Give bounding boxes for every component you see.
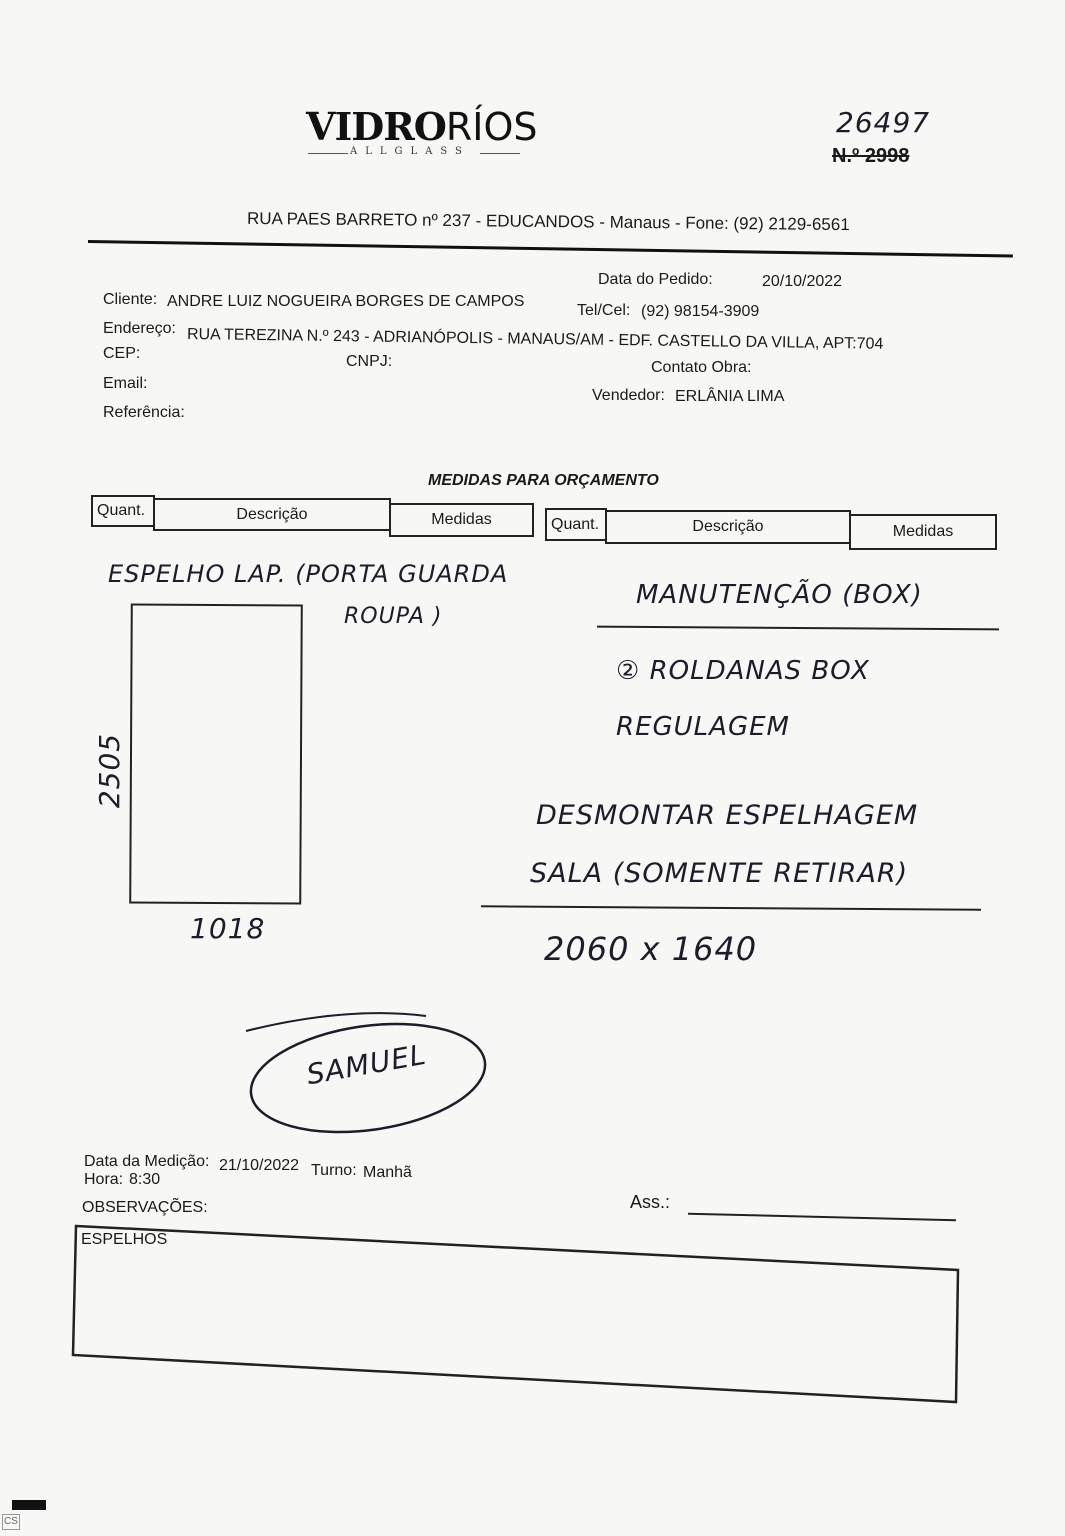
seller-value: ERLÂNIA LIMA [675, 388, 785, 405]
reference-label: Referência: [103, 404, 185, 421]
address-value: RUA TEREZINA N.º 243 - ADRIANÓPOLIS - MANAUS/AM - EDF. CASTELLO DA VILLA, APT:704 [186, 326, 884, 353]
mirror-width: 1018 [190, 912, 266, 945]
observations-label: OBSERVAÇÕES: [82, 1199, 208, 1216]
order-number-handwritten: 26497 [836, 106, 931, 139]
measures-title: MEDIDAS PARA ORÇAMENTO [428, 472, 659, 489]
shift-value: Manhã [363, 1164, 412, 1181]
header-quant-right: Quant. [545, 508, 607, 541]
hand-right-item2: REGULAGEM [616, 712, 790, 742]
mirror-diagram [129, 604, 303, 905]
time-value: 8:30 [129, 1171, 161, 1188]
logo-rule-left [308, 153, 348, 154]
signature-label: Ass.: [630, 1192, 671, 1212]
header-desc-right: Descrição [605, 510, 851, 544]
hand-right-dims: 2060 x 1640 [544, 930, 758, 968]
signature-name: SAMUEL [304, 1037, 429, 1092]
observations-box [70, 1222, 965, 1407]
hand-right-item4: SALA (SOMENTE RETIRAR) [530, 858, 909, 889]
shift-label: Turno: [311, 1162, 357, 1179]
hand-left-line1: ESPELHO LAP. (PORTA GUARDA [108, 560, 509, 588]
time-label: Hora: [84, 1171, 124, 1188]
hand-right-item4-underline [481, 905, 981, 910]
contact-label: Contato Obra: [651, 359, 752, 376]
measure-date-value: 21/10/2022 [219, 1157, 300, 1174]
client-value: ANDRE LUIZ NOGUEIRA BORGES DE CAMPOS [167, 293, 525, 310]
address-label: Endereço: [103, 320, 176, 337]
logo-main-bold: VIDRO [306, 104, 446, 149]
scanner-mark-text: CS [4, 1516, 18, 1527]
header-desc-left: Descrição [153, 498, 391, 531]
cep-label: CEP: [103, 345, 141, 362]
order-date-value: 20/10/2022 [762, 273, 843, 290]
hand-left-line2: ROUPA ) [344, 604, 443, 629]
signature-line [688, 1213, 956, 1222]
phone-label: Tel/Cel: [577, 302, 631, 319]
bottom-edge-mark [12, 1500, 46, 1510]
header-quant-left: Quant. [91, 495, 155, 527]
company-address: RUA PAES BARRETO nº 237 - EDUCANDOS - Manaus - Fone: (92) 2129-6561 [246, 208, 850, 235]
header-divider [88, 240, 1013, 258]
hand-right-item3: DESMONTAR ESPELHAGEM [536, 800, 919, 831]
mirror-height: 2505 [93, 732, 127, 809]
header-measures-left: Medidas [389, 503, 534, 537]
company-logo [306, 104, 538, 149]
client-label: Cliente: [103, 291, 158, 308]
hand-right-item1: ② ROLDANAS BOX [616, 656, 870, 686]
scanner-mark [2, 1514, 20, 1530]
logo-subtitle: ALLGLASS [350, 146, 470, 157]
header-measures-right: Medidas [849, 514, 997, 550]
order-date-label: Data do Pedido: [598, 271, 713, 288]
cnpj-label: CNPJ: [346, 353, 393, 370]
email-label: Email: [103, 375, 148, 392]
measure-date-label: Data da Medição: [84, 1153, 210, 1170]
seller-label: Vendedor: [592, 387, 665, 404]
hand-right-title-underline [597, 626, 999, 631]
logo-main-light: RÍOS [445, 105, 538, 149]
observations-value: ESPELHOS [81, 1231, 168, 1248]
logo-rule-right [480, 153, 520, 154]
order-number-printed: N.º 2998 [832, 145, 910, 167]
phone-value: (92) 98154-3909 [641, 303, 760, 320]
hand-right-title: MANUTENÇÃO (BOX) [636, 580, 923, 610]
